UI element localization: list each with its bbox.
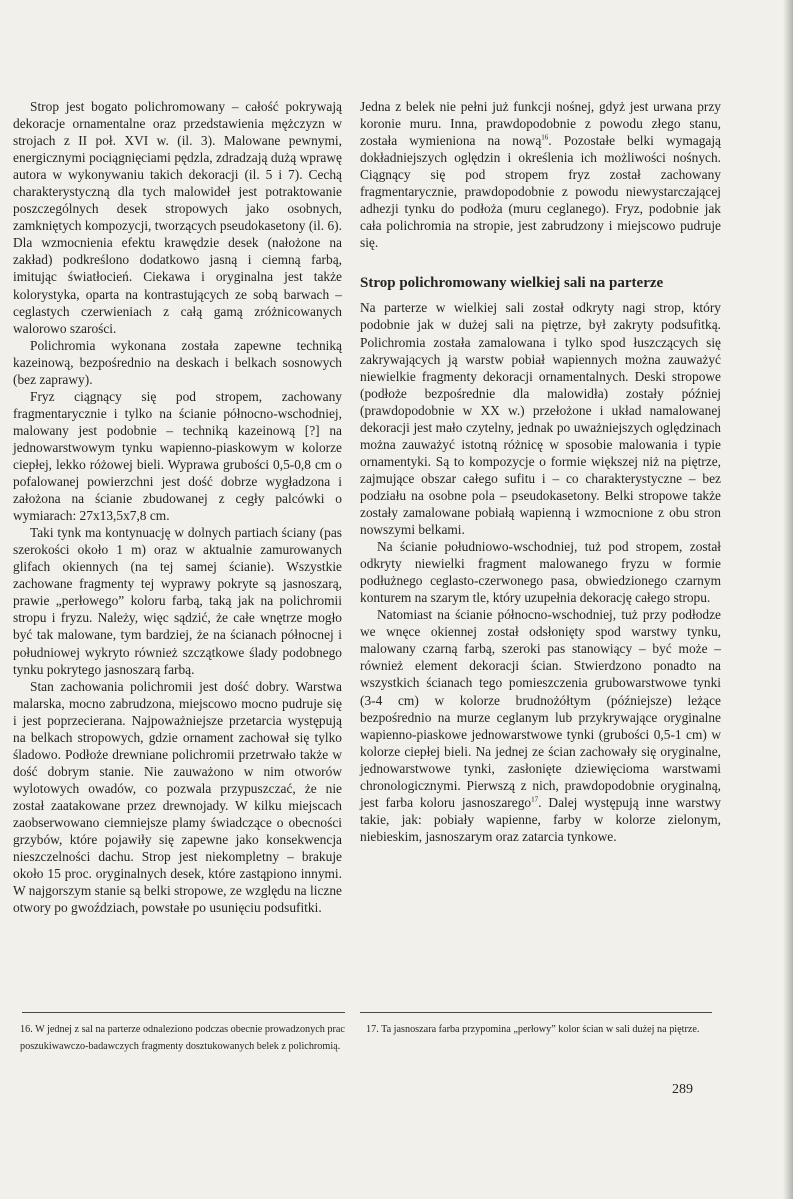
- paragraph: Strop jest bogato polichromowany – całość pokrywają dekoracje ornamentalne oraz przedstawienia mężczyzn w strojach z II poł. XVI w. (il. 3). Malowane pewnymi, energicznymi pociągnięciami pędzla, zdradzają dużą wprawę autora w wykonywaniu takich dekoracji (il. 5 i 7). Cechą charakterystyczną dla tych malowideł jest potraktowanie poszczególnych desek stropowych jako osobnych, zamkniętych kompozycji, tworzących pseudokasetony (il. 6). Dla wzmocnienia efektu krawędzie desek (nałożone na zakład) podkreślono dodatkowo jasną i ciemną farbą, imitując światłocień. Ciekawa i oryginalna jest także kolorystyka, oparta na kontrastujących ze sobą barwach – ceglastych czerwieniach z całą gamą zróżnicowanych walorowo szarości.: [13, 99, 342, 336]
- page-edge-shadow: [783, 0, 793, 1199]
- page-number: 289: [672, 1082, 693, 1097]
- left-column: [13, 98, 342, 916]
- text-run: . Dalej występują inne warstwy takie, jak: pobiały wapienne, farby w kolorze zielonym, niebieskim, jasnoszarym oraz zatarcia tynkowe.: [360, 794, 721, 844]
- footnote-16: 16. W jednej z sal na parterze odnaleziono podczas obecnie prowadzonych prac poszukiwawczo-badawczych fragmenty dosztukowanych belek z polichromią.: [20, 1024, 345, 1052]
- paragraph: Polichromia wykonana została zapewne techniką kazeinową, bezpośrednio na deskach i belkach sosnowych (bez zaprawy).: [13, 337, 342, 387]
- paragraph: Na parterze w wielkiej sali został odkryty nagi strop, który podobnie jak w dużej sali na piętrze, był zakryty podsufitką. Polichromia została zamalowana i tylko spod łuszczących się zakrywających ją warstw pobiał wapiennych można zauważyć niewielkie fragmenty dekoracji ornamentalnych. Deski stropowe (podłoże bezpośrednie dla malowidła) zostały później (prawdopodobnie w XX w.) przełożone i układ namalowanej dekoracji jest mało czytelny, jednak po uważniejszych oględzinach można zauważyć istotną różnicę w sposobie malowania i typie ornamentyki. Są to kompozycje o formie większej niż na piętrze, zajmujące obszar całego sufitu i – co charakterystyczne – bez podziału na osobne pola – pseudokasetony. Belki stropowe także zostały zamalowane pobiałą wapienną i wzmocnione z obu stron nowszymi belkami.: [360, 300, 721, 538]
- footnote-ref: 17: [531, 795, 539, 804]
- paragraph: Taki tynk ma kontynuację w dolnych partiach ściany (pas szerokości około 1 m) oraz w aktualnie zamurowanych glifach okiennych (na tej samej ścianie). Wszystkie zachowane fragmenty tej wyprawy pokryte są jasnoszarą, prawie „perłowego” koloru farbą, taką jak na polichromii stropu i fryzu. Należy, więc sądzić, że całe wnętrze mogło być tak malowane, tym bardziej, że na ścianach północnej i południowej wykryto również szczątkowe ślady podobnego tynku pokrytego jasnoszarą farbą.: [13, 525, 342, 677]
- right-column: [360, 98, 721, 845]
- footnote-divider: [360, 1012, 712, 1013]
- section-heading: Strop polichromowany wielkiej sali na parterze: [360, 275, 664, 292]
- paragraph: [360, 606, 721, 845]
- paragraph: Stan zachowania polichromii jest dość dobry. Warstwa malarska, mocno zabrudzona, miejscowo mocno pudruje się i jest poprzecierana. Najpoważniejsze przetarcia występują na belkach stropowych, gdzie ornament zachował się tylko śladowo. Podłoże drewniane polichromii przetrwało także w dość dobrym stanie. Nie zauważono w nim otworów wylotowych owadów, co pozwala przypuszczać, że nie został zaatakowane przez drewnojady. W kilku miejscach zaobserwowano ciemniejsze plamy świadczące o obecności grzybów, które pojawiły się zapewne jako konsekwencja nieszczelności dachu. Strop jest niekompletny – brakuje około 15 proc. oryginalnych desek, które zastąpiono innymi. W najgorszym stanie są belki stropowe, ze względu na liczne otwory po gwoździach, powstałe po usunięciu podsufitki.: [13, 678, 342, 916]
- paragraph: [360, 98, 721, 251]
- footnote-divider: [22, 1012, 345, 1013]
- footnote-17: 17. Ta jasnoszara farba przypomina „perłowy” kolor ścian w sali dużej na piętrze.: [366, 1024, 700, 1035]
- text-run: Natomiast na ścianie północno-wschodniej, tuż przy podłodze we wnęce okiennej został odsłonięty spod warstwy tynku, malowany czarną farbą, szeroki pas stanowiący – być może – również element dekoracji ścian. Stwierdzono ponadto na wszystkich ścianach tego pomieszczenia grubowarstwowe tynki (3-4 cm) w kolorze brudnożółtym (późniejsze) leżące bezpośrednio na murze ceglanym lub przykrywające oryginalne wapienno-piaskowe jednowarstwowe tynki (grubości 0,5-1 cm) w kolorze ciepłej bieli. Na jednej ze ścian zachowały się oryginalne, jednowarstwowe tynki, zasłonięte dziewięcioma warstwami chronologicznymi. Pierwszą z nich, prawdopodobnie oryginalną, jest farba koloru jasnoszarego: [360, 607, 721, 810]
- footnote-ref: 16: [541, 133, 549, 142]
- paragraph: Fryz ciągnący się pod stropem, zachowany fragmentarycznie i tylko na ścianie północno-wschodniej, malowany jest podobnie – techniką kazeinową [?] na jednowarstwowym tynku wapienno-piaskowym w kolorze ciepłej, lekko różowej bieli. Wyprawa grubości 0,5-0,8 cm o pofalowanej powierzchni jest dość dobrze wygładzona i założona na ścianie zbudowanej z cegły palcówki o wymiarach: 27x13,5x7,8 cm.: [13, 388, 342, 524]
- paragraph: Na ścianie południowo-wschodniej, tuż pod stropem, został odkryty niewielki fragment malowanego fryzu w formie podłużnego ceglasto-czerwonego pasa, obwiedzionego czarnym konturem na szarym tle, który uzupełnia dekorację całego stropu.: [360, 539, 721, 606]
- text-run: . Pozostałe belki wymagają dokładniejszych oględzin i określenia ich możliwości nośnych. Ciągnący się pod stropem fryz został zachowany fragmentarycznie, prawdopodobnie z powodu niewystarczającej adhezji tynku do podłoża (muru ceglanego). Fryz, podobnie jak cała polichromia na stropie, jest zabrudzony i miejscowo pudruje się.: [360, 133, 722, 251]
- text-run: Jedna z belek nie pełni już funkcji nośnej, gdyż jest urwana przy koronie muru. Inna, prawdopodobnie z powodu złego stanu, została wymieniona na nową: [360, 99, 721, 149]
